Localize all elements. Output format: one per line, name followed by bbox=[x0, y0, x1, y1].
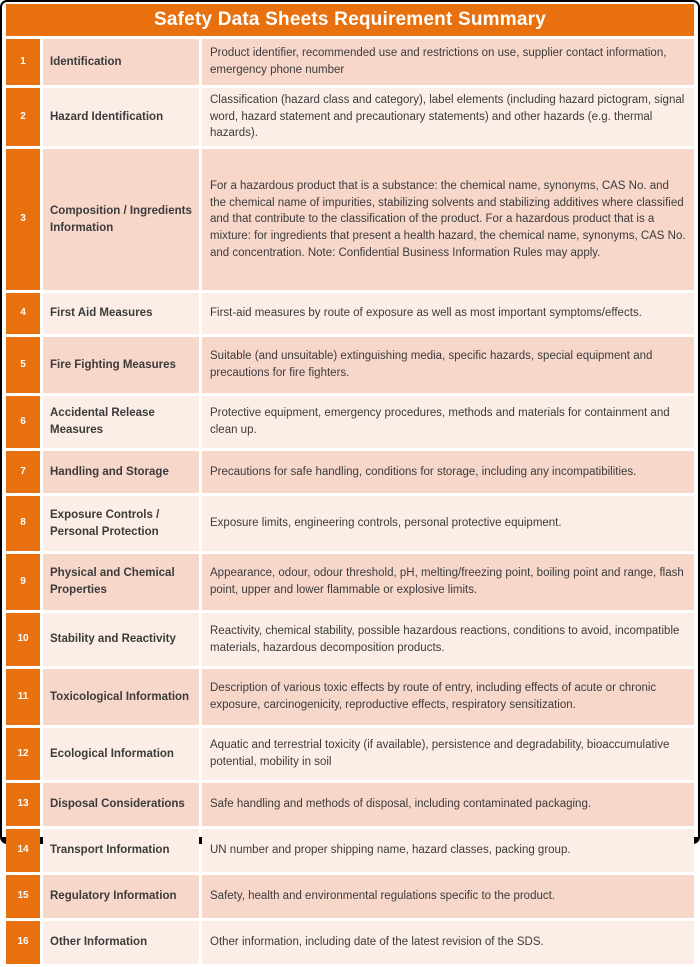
row-description: Safety, health and environmental regulations specific to the product. bbox=[202, 875, 694, 918]
row-description: Aquatic and terrestrial toxicity (if available), persistence and degradability, bioaccumulative potential, mobility in soil bbox=[202, 728, 694, 780]
row-number: 14 bbox=[6, 829, 40, 872]
table-row bbox=[6, 451, 694, 493]
row-number: 10 bbox=[6, 613, 40, 666]
row-category: Accidental Release Measures bbox=[43, 396, 199, 448]
row-number: 9 bbox=[6, 554, 40, 610]
row-category: Fire Fighting Measures bbox=[43, 337, 199, 393]
row-number: 13 bbox=[6, 783, 40, 826]
row-category: Regulatory Information bbox=[43, 875, 199, 918]
table-row bbox=[6, 921, 694, 964]
row-number: 4 bbox=[6, 293, 40, 334]
row-category: Toxicological Information bbox=[43, 669, 199, 725]
row-category: Physical and Chemical Properties bbox=[43, 554, 199, 610]
row-number: 11 bbox=[6, 669, 40, 725]
row-number: 8 bbox=[6, 496, 40, 551]
row-category: Composition / Ingredients Information bbox=[43, 149, 199, 290]
table-row bbox=[6, 293, 694, 334]
row-category: Transport Information bbox=[43, 829, 199, 872]
row-number: 6 bbox=[6, 396, 40, 448]
row-description: Classification (hazard class and category), label elements (including hazard pictogram, signal word, hazard statement and precautionary statements) and other hazards (e.g. thermal hazards). bbox=[202, 88, 694, 146]
row-description: Protective equipment, emergency procedures, methods and materials for containment and clean up. bbox=[202, 396, 694, 448]
table-row bbox=[6, 669, 694, 725]
row-description: Exposure limits, engineering controls, personal protective equipment. bbox=[202, 496, 694, 551]
table-row bbox=[6, 88, 694, 146]
sds-requirements-table bbox=[3, 36, 697, 967]
table-row bbox=[6, 613, 694, 666]
row-number: 3 bbox=[6, 149, 40, 290]
row-category: Ecological Information bbox=[43, 728, 199, 780]
row-description: UN number and proper shipping name, hazard classes, packing group. bbox=[202, 829, 694, 872]
table-row bbox=[6, 39, 694, 85]
table-row bbox=[6, 149, 694, 290]
row-description: Appearance, odour, odour threshold, pH, melting/freezing point, boiling point and range, flash point, upper and lower flammable or explosive limits. bbox=[202, 554, 694, 610]
table-row bbox=[6, 554, 694, 610]
row-description: For a hazardous product that is a substance: the chemical name, synonyms, CAS No. and the chemical name of impurities, stabilizing solvents and stabilizing additives where classified and that contribute to the classification of the product. For a hazardous product that is a mixture: for ingredients that present a health hazard, the chemical name, synonyms, CAS No. and concentration. Note: Confidential Business Information Rules may apply. bbox=[202, 149, 694, 290]
row-description: First-aid measures by route of exposure as well as most important symptoms/effects. bbox=[202, 293, 694, 334]
table-row bbox=[6, 783, 694, 826]
row-number: 7 bbox=[6, 451, 40, 493]
row-number: 16 bbox=[6, 921, 40, 964]
row-category: Other Information bbox=[43, 921, 199, 964]
row-description: Precautions for safe handling, conditions for storage, including any incompatibilities. bbox=[202, 451, 694, 493]
table-row bbox=[6, 728, 694, 780]
row-category: Exposure Controls / Personal Protection bbox=[43, 496, 199, 551]
row-description: Reactivity, chemical stability, possible hazardous reactions, conditions to avoid, incompatible materials, hazardous decomposition products. bbox=[202, 613, 694, 666]
page-title: Safety Data Sheets Requirement Summary bbox=[6, 4, 694, 36]
row-category: Identification bbox=[43, 39, 199, 85]
table-row bbox=[6, 875, 694, 918]
row-description: Safe handling and methods of disposal, including contaminated packaging. bbox=[202, 783, 694, 826]
table-row bbox=[6, 829, 694, 872]
row-category: Stability and Reactivity bbox=[43, 613, 199, 666]
table-row bbox=[6, 337, 694, 393]
row-number: 15 bbox=[6, 875, 40, 918]
row-number: 12 bbox=[6, 728, 40, 780]
row-description: Suitable (and unsuitable) extinguishing media, specific hazards, special equipment and precautions for fire fighters. bbox=[202, 337, 694, 393]
row-number: 5 bbox=[6, 337, 40, 393]
row-number: 2 bbox=[6, 88, 40, 146]
table-row bbox=[6, 496, 694, 551]
table-row bbox=[6, 396, 694, 448]
row-number: 1 bbox=[6, 39, 40, 85]
row-category: Disposal Considerations bbox=[43, 783, 199, 826]
row-description: Description of various toxic effects by route of entry, including effects of acute or chronic exposure, carcinogenicity, reproductive effects, respiratory sensitization. bbox=[202, 669, 694, 725]
row-category: Hazard Identification bbox=[43, 88, 199, 146]
row-description: Other information, including date of the latest revision of the SDS. bbox=[202, 921, 694, 964]
row-description: Product identifier, recommended use and restrictions on use, supplier contact information, emergency phone number bbox=[202, 39, 694, 85]
row-category: First Aid Measures bbox=[43, 293, 199, 334]
table-body bbox=[6, 39, 694, 964]
row-category: Handling and Storage bbox=[43, 451, 199, 493]
